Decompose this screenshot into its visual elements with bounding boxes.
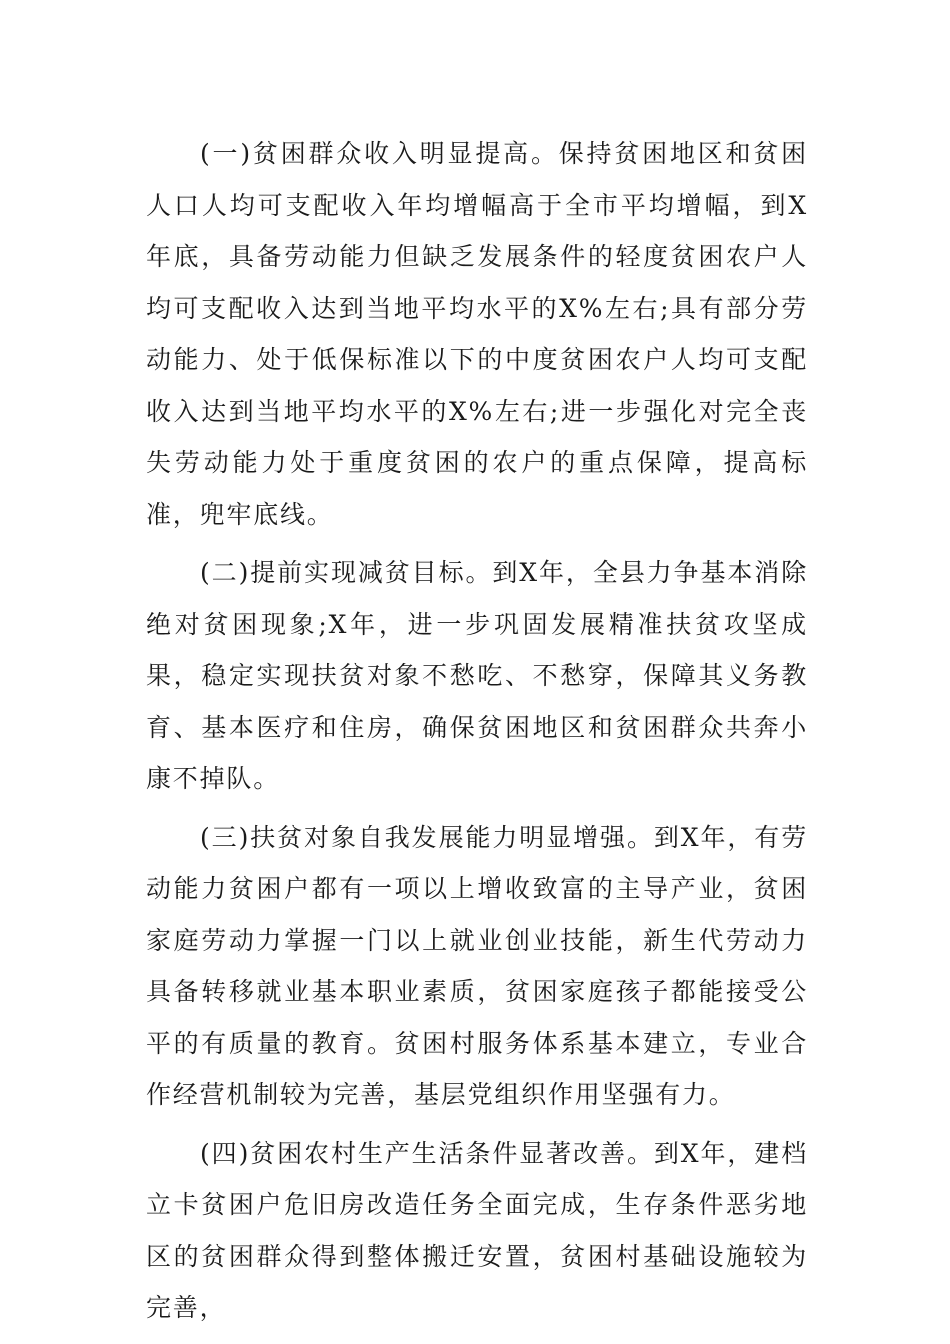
paragraph-self-development-goal: (三)扶贫对象自我发展能力明显增强。到X年，有劳动能力贫困户都有一项以上增收致富的主导产业，贫困家庭劳动力掌握一门以上就业创业技能，新生代劳动力具备转移就业基本职业素质，贫困家庭孩子都能接受公平的有质量的教育。贫困村服务体系基本建立，专业合作经营机制较为完善，基层党组织作用坚强有力。 [146, 822, 808, 1109]
paragraph-poverty-reduction-goal: (二)提前实现减贫目标。到X年，全县力争基本消除绝对贫困现象;X年，进一步巩固发展精准扶贫攻坚成果，稳定实现扶贫对象不愁吃、不愁穿，保障其义务教育、基本医疗和住房，确保贫困地区和贫困群众共奔小康不掉队。 [146, 558, 808, 793]
paragraph-living-conditions-goal: (四)贫困农村生产生活条件显著改善。到X年，建档立卡贫困户危旧房改造任务全面完成，生存条件恶劣地区的贫困群众得到整体搬迁安置，贫困村基础设施较为完善， [146, 1138, 808, 1322]
paragraph-income-goal: (一)贫困群众收入明显提高。保持贫困地区和贫困人口人均可支配收入年均增幅高于全市平均增幅，到X年底，具备劳动能力但缺乏发展条件的轻度贫困农户人均可支配收入达到当地平均水平的X%左右;具有部分劳动能力、处于低保标准以下的中度贫困农户人均可支配收入达到当地平均水平的X%左右;进一步强化对完全丧失劳动能力处于重度贫困的农户的重点保障，提高标准，兜牢底线。 [146, 139, 808, 529]
document-body [146, 128, 808, 1341]
